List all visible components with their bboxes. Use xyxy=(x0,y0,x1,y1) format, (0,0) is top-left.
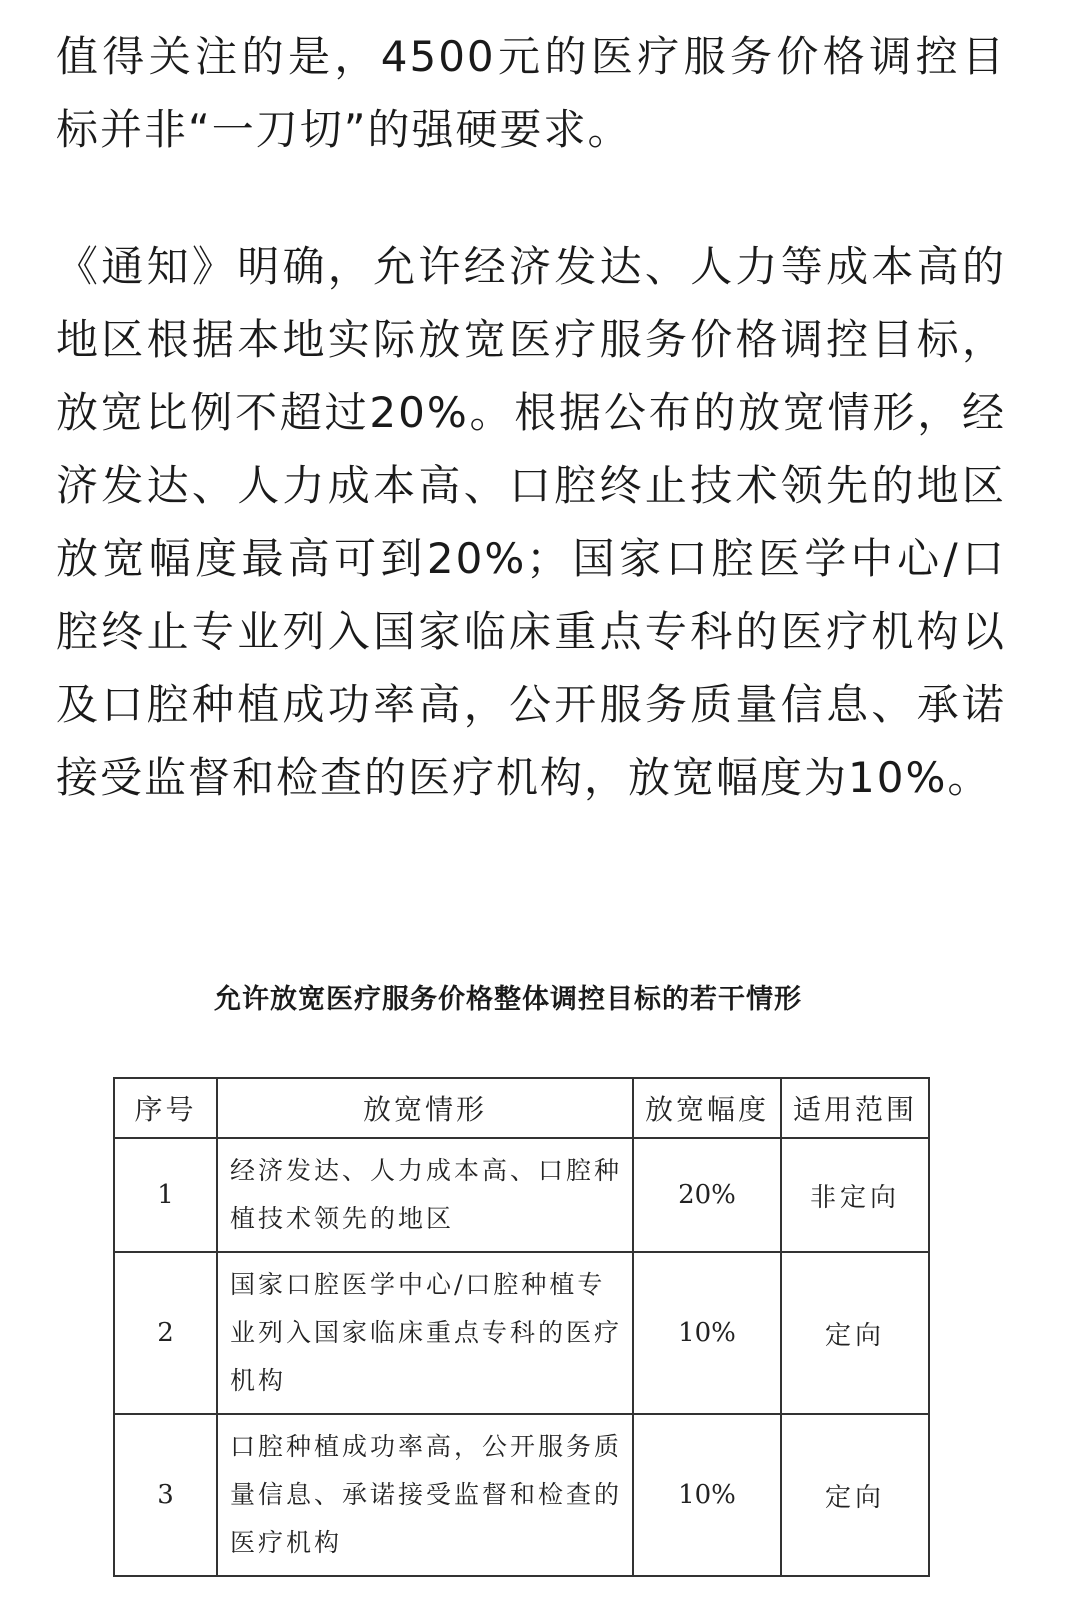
cell-situation: 国家口腔医学中心/口腔种植专业列入国家临床重点专科的医疗机构 xyxy=(217,1252,633,1414)
cell-ratio: 10% xyxy=(633,1414,781,1576)
policy-table xyxy=(113,1077,930,1577)
header-ratio: 放宽幅度 xyxy=(633,1078,781,1138)
cell-index: 2 xyxy=(114,1252,217,1414)
article-paragraph: 值得关注的是，4500元的医疗服务价格调控目标并非“一刀切”的强硬要求。 xyxy=(56,32,1006,154)
table-row xyxy=(114,1252,929,1414)
table-row xyxy=(114,1138,929,1252)
article-paragraph: 《通知》明确，允许经济发达、人力等成本高的地区根据本地实际放宽医疗服务价格调控目标，放宽比例不超过20%。根据公布的放宽情形，经济发达、人力成本高、口腔终止技术领先的地区放宽幅度最高可到20%；国家口腔医学中心/口腔终止专业列入国家临床重点专科的医疗机构以及口腔种植成功率高，公开服务质量信息、承诺接受监督和检查的医疗机构，放宽幅度为10%。 xyxy=(56,242,1006,802)
cell-situation: 经济发达、人力成本高、口腔种植技术领先的地区 xyxy=(217,1138,633,1252)
cell-index: 3 xyxy=(114,1414,217,1576)
table-header-row xyxy=(114,1078,929,1138)
table-row xyxy=(114,1414,929,1576)
header-index: 序号 xyxy=(114,1078,217,1138)
article-body xyxy=(56,20,1006,814)
cell-scope: 定向 xyxy=(781,1252,929,1414)
cell-scope: 非定向 xyxy=(781,1138,929,1252)
cell-ratio: 10% xyxy=(633,1252,781,1414)
cell-scope: 定向 xyxy=(781,1414,929,1576)
cell-situation: 口腔种植成功率高，公开服务质量信息、承诺接受监督和检查的医疗机构 xyxy=(217,1414,633,1576)
cell-index: 1 xyxy=(114,1138,217,1252)
header-scope: 适用范围 xyxy=(781,1078,929,1138)
cell-ratio: 20% xyxy=(633,1138,781,1252)
table-container xyxy=(113,1077,928,1577)
table-title: 允许放宽医疗服务价格整体调控目标的若干情形 xyxy=(214,984,802,1015)
header-situation: 放宽情形 xyxy=(217,1078,633,1138)
